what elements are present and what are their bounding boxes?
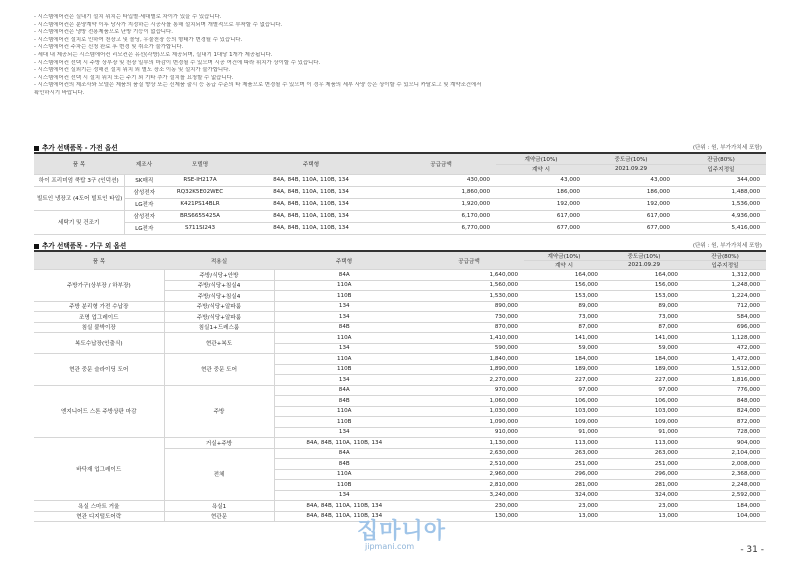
- table-row: [34, 322, 766, 333]
- cell-middle: 192,000: [586, 198, 676, 210]
- cell-balance: 1,312,000: [684, 270, 766, 281]
- col-model: 모델명: [164, 153, 236, 174]
- cell-supply: 2,960,000: [414, 469, 524, 480]
- cell-type: 110B: [274, 291, 414, 302]
- watermark-text: 집마니아: [357, 519, 447, 544]
- cell-desc: 주방/식당+침실4: [164, 291, 274, 302]
- cell-type: 84A: [274, 448, 414, 459]
- cell-item: 하이 프리미엄 쿡탑 3구 (인덕션): [34, 174, 124, 186]
- cell-balance: 184,000: [684, 501, 766, 512]
- cell-supply: 230,000: [414, 501, 524, 512]
- cell-model: BRS6655425A: [164, 210, 236, 222]
- cell-type: 134: [274, 427, 414, 438]
- col-supply: 공급금액: [414, 251, 524, 270]
- cell-contract: 281,000: [524, 480, 604, 491]
- watermark-url: jipmani.com: [365, 542, 415, 551]
- cell-model: K421PS14BLR: [164, 198, 236, 210]
- cell-balance: 1,472,000: [684, 354, 766, 365]
- cell-middle: 87,000: [604, 322, 684, 333]
- table-row: [34, 501, 766, 512]
- cell-contract: 164,000: [524, 270, 604, 281]
- cell-contract: 617,000: [496, 210, 586, 222]
- note-line: - 시스템에어컨은 분양계약 이후 당사가 지정하는 시공사를 통해 설치되며 개별적으로 부착할 수 없습니다.: [34, 21, 283, 28]
- cell-contract: 141,000: [524, 333, 604, 344]
- cell-type: 84A, 84B, 110A, 110B, 134: [236, 222, 386, 234]
- cell-supply: 1,560,000: [414, 280, 524, 291]
- cell-desc: 주방/식당+알파룸: [164, 301, 274, 312]
- cell-type: 110B: [274, 364, 414, 375]
- table-row: [34, 210, 766, 222]
- cell-supply: 1,840,000: [414, 354, 524, 365]
- note-line: - 시스템에어컨 주차는 신청 완료 후 변경 및 취소가 불가합니다.: [34, 44, 184, 51]
- cell-contract: 263,000: [524, 448, 604, 459]
- cell-desc: 현관+복도: [164, 333, 274, 354]
- cell-type: 84A, 84B, 110A, 110B, 134: [236, 174, 386, 186]
- note-line: - 시스템에어컨 선택 시 주방 상부장 및 천장 일부의 마감이 변경될 수 있으며 시공 여건에 따라 위치가 상이할 수 있습니다.: [34, 59, 321, 66]
- cell-supply: 1,530,000: [414, 291, 524, 302]
- cell-middle: 156,000: [604, 280, 684, 291]
- cell-supply: 1,860,000: [386, 186, 496, 198]
- cell-contract: 103,000: [524, 406, 604, 417]
- cell-desc: 거실+주방: [164, 438, 274, 449]
- notes-block: [34, 14, 769, 98]
- cell-middle: 13,000: [604, 511, 684, 522]
- col-middle: 중도금(10%): [586, 153, 676, 164]
- cell-supply: 2,270,000: [414, 375, 524, 386]
- col-item: 품 목: [34, 251, 164, 270]
- col-supply: 공급금액: [386, 153, 496, 174]
- cell-desc: 주방/식당+안방: [164, 270, 274, 281]
- watermark-logo: [357, 512, 447, 558]
- cell-supply: 1,640,000: [414, 270, 524, 281]
- cell-type: 84A, 84B, 110A, 110B, 134: [236, 210, 386, 222]
- col-desc: 적용실: [164, 251, 274, 270]
- cell-supply: 2,630,000: [414, 448, 524, 459]
- cell-desc: 주방: [164, 385, 274, 438]
- cell-middle: 91,000: [604, 427, 684, 438]
- cell-type: 110A: [274, 469, 414, 480]
- cell-contract: 153,000: [524, 291, 604, 302]
- cell-supply: 430,000: [386, 174, 496, 186]
- cell-item: 현관 디지털도어락: [34, 511, 164, 522]
- col-middle-when: 2021.09.29: [604, 261, 684, 270]
- cell-balance: 824,000: [684, 406, 766, 417]
- cell-balance: 104,000: [684, 511, 766, 522]
- cell-type: 84A, 84B, 110A, 110B, 134: [236, 186, 386, 198]
- cell-middle: 227,000: [604, 375, 684, 386]
- cell-contract: 59,000: [524, 343, 604, 354]
- cell-middle: 141,000: [604, 333, 684, 344]
- cell-middle: 59,000: [604, 343, 684, 354]
- cell-type: 110A: [274, 333, 414, 344]
- cell-supply: 6,170,000: [386, 210, 496, 222]
- cell-middle: 677,000: [586, 222, 676, 234]
- table-row: [34, 270, 766, 281]
- section2-unit: (단위 : 원, 부가가치세 포함): [692, 243, 762, 249]
- cell-balance: 584,000: [684, 312, 766, 323]
- note-line: - 시스템에어컨은 냉방 전용제품으로 난방 기능이 없습니다.: [34, 29, 173, 36]
- cell-maker: 삼성전자: [124, 210, 164, 222]
- cell-middle: 281,000: [604, 480, 684, 491]
- cell-middle: 189,000: [604, 364, 684, 375]
- cell-balance: 2,368,000: [684, 469, 766, 480]
- cell-contract: 156,000: [524, 280, 604, 291]
- cell-item: 조명 업그레이드: [34, 312, 164, 323]
- section-bullet-icon: [34, 244, 39, 249]
- col-balance-when: 입주지정일: [684, 261, 766, 270]
- page-number: - 31 -: [740, 545, 764, 555]
- col-balance: 잔금(80%): [684, 251, 766, 261]
- cell-item: 바닥재 업그레이드: [34, 438, 164, 501]
- col-item: 품 목: [34, 153, 124, 174]
- cell-type: 84A: [274, 385, 414, 396]
- col-middle: 중도금(10%): [604, 251, 684, 261]
- cell-desc: 현관문: [164, 511, 274, 522]
- cell-middle: 324,000: [604, 490, 684, 501]
- cell-contract: 227,000: [524, 375, 604, 386]
- cell-type: 134: [274, 375, 414, 386]
- cell-middle: 617,000: [586, 210, 676, 222]
- col-maker: 제조사: [124, 153, 164, 174]
- cell-contract: 189,000: [524, 364, 604, 375]
- cell-middle: 186,000: [586, 186, 676, 198]
- cell-type: 84A, 84B, 110A, 110B, 134: [274, 501, 414, 512]
- col-type: 주택형: [236, 153, 386, 174]
- col-contract: 계약금(10%): [524, 251, 604, 261]
- note-line: - 시스템에어컨은 실내기 설치 위치는 타입별·세대별로 차이가 있을 수 있습니다.: [34, 14, 222, 20]
- cell-type: 84B: [274, 322, 414, 333]
- cell-contract: 251,000: [524, 459, 604, 470]
- cell-middle: 184,000: [604, 354, 684, 365]
- note-line: - 시스템에어컨 선택 시 설치 위치 또는 주기 외 기타 추가 설치를 요청할 수 없습니다.: [34, 74, 234, 81]
- cell-supply: 970,000: [414, 385, 524, 396]
- cell-contract: 87,000: [524, 322, 604, 333]
- table-row: [34, 385, 766, 396]
- section2-table: [34, 250, 766, 522]
- col-balance-when: 입주지정일: [676, 164, 766, 174]
- cell-middle: 153,000: [604, 291, 684, 302]
- cell-type: 84A, 84B, 110A, 110B, 134: [236, 198, 386, 210]
- table-row: [34, 186, 766, 198]
- cell-type: 84A, 84B, 110A, 110B, 134: [274, 511, 414, 522]
- col-contract: 계약금(10%): [496, 153, 586, 164]
- cell-balance: 2,592,000: [684, 490, 766, 501]
- cell-contract: 97,000: [524, 385, 604, 396]
- cell-supply: 730,000: [414, 312, 524, 323]
- cell-contract: 91,000: [524, 427, 604, 438]
- cell-item: 복도수납장(인출식): [34, 333, 164, 354]
- cell-contract: 184,000: [524, 354, 604, 365]
- cell-maker: LG전자: [124, 222, 164, 234]
- cell-type: 134: [274, 490, 414, 501]
- cell-middle: 113,000: [604, 438, 684, 449]
- cell-supply: 1,060,000: [414, 396, 524, 407]
- col-contract-when: 계약 시: [496, 164, 586, 174]
- cell-desc: 현관 중문 도어: [164, 354, 274, 386]
- cell-model: RQ32K5E02WEC: [164, 186, 236, 198]
- cell-balance: 1,816,000: [684, 375, 766, 386]
- cell-item: 주방가구(상부장 / 하부장): [34, 270, 164, 302]
- cell-middle: 23,000: [604, 501, 684, 512]
- cell-item: 엔지니어드 스톤 주방상판 마감: [34, 385, 164, 438]
- cell-desc: 주방/식당+알파룸: [164, 312, 274, 323]
- cell-balance: 712,000: [684, 301, 766, 312]
- cell-balance: 696,000: [684, 322, 766, 333]
- cell-supply: 2,510,000: [414, 459, 524, 470]
- cell-contract: 113,000: [524, 438, 604, 449]
- cell-maker: LG전자: [124, 198, 164, 210]
- table-row: [34, 312, 766, 323]
- section1-table: [34, 152, 766, 235]
- cell-middle: 263,000: [604, 448, 684, 459]
- cell-model: S711SI243: [164, 222, 236, 234]
- cell-balance: 5,416,000: [676, 222, 766, 234]
- cell-supply: 870,000: [414, 322, 524, 333]
- cell-middle: 89,000: [604, 301, 684, 312]
- cell-type: 110B: [274, 480, 414, 491]
- col-balance: 잔금(80%): [676, 153, 766, 164]
- table-row: [34, 354, 766, 365]
- cell-supply: 590,000: [414, 343, 524, 354]
- cell-contract: 109,000: [524, 417, 604, 428]
- cell-middle: 251,000: [604, 459, 684, 470]
- note-line: - 세대 내 제공되는 시스템에어컨 리모컨은 유선(각방)으로 제공되며, 실내기 1대당 1개가 제공됩니다.: [34, 51, 273, 58]
- cell-balance: 2,248,000: [684, 480, 766, 491]
- table-row: [34, 222, 766, 234]
- cell-type: 134: [274, 343, 414, 354]
- cell-contract: 324,000: [524, 490, 604, 501]
- note-line: - 시스템에어컨 실외기는 정해진 설치 위치 외 별도 장소 이동 및 설치가 불가합니다.: [34, 67, 231, 74]
- cell-supply: 890,000: [414, 301, 524, 312]
- cell-middle: 164,000: [604, 270, 684, 281]
- cell-supply: 1,130,000: [414, 438, 524, 449]
- cell-supply: 1,090,000: [414, 417, 524, 428]
- cell-type: 110A: [274, 354, 414, 365]
- cell-balance: 1,488,000: [676, 186, 766, 198]
- cell-supply: 1,920,000: [386, 198, 496, 210]
- cell-contract: 73,000: [524, 312, 604, 323]
- cell-balance: 2,104,000: [684, 448, 766, 459]
- cell-desc: 침실1+드레스룸: [164, 322, 274, 333]
- cell-contract: 23,000: [524, 501, 604, 512]
- note-line: - 시스템에어컨 설치로 인하여 천장고 및 몰딩, 우물천장 등의 형태가 변경될 수 있습니다.: [34, 36, 243, 43]
- cell-middle: 103,000: [604, 406, 684, 417]
- cell-item: 침실 붙박이장: [34, 322, 164, 333]
- table-row: [34, 333, 766, 344]
- col-contract-when: 계약 시: [524, 261, 604, 270]
- cell-supply: 3,240,000: [414, 490, 524, 501]
- cell-model: RSE-IH217A: [164, 174, 236, 186]
- cell-desc: 욕실1: [164, 501, 274, 512]
- cell-middle: 296,000: [604, 469, 684, 480]
- cell-supply: 2,810,000: [414, 480, 524, 491]
- cell-type: 134: [274, 312, 414, 323]
- cell-balance: 344,000: [676, 174, 766, 186]
- cell-type: 84A, 84B, 110A, 110B, 134: [274, 438, 414, 449]
- cell-supply: 1,890,000: [414, 364, 524, 375]
- cell-item: 욕실 스마트 거울: [34, 501, 164, 512]
- cell-supply: 130,000: [414, 511, 524, 522]
- cell-contract: 186,000: [496, 186, 586, 198]
- table-row: [34, 438, 766, 449]
- cell-type: 134: [274, 301, 414, 312]
- col-type: 주택형: [274, 251, 414, 270]
- cell-balance: 1,224,000: [684, 291, 766, 302]
- cell-contract: 89,000: [524, 301, 604, 312]
- cell-type: 84B: [274, 459, 414, 470]
- cell-type: 110A: [274, 406, 414, 417]
- cell-balance: 1,248,000: [684, 280, 766, 291]
- cell-contract: 13,000: [524, 511, 604, 522]
- cell-balance: 1,512,000: [684, 364, 766, 375]
- cell-supply: 1,030,000: [414, 406, 524, 417]
- cell-type: 110B: [274, 417, 414, 428]
- table-row: [34, 198, 766, 210]
- cell-balance: 1,128,000: [684, 333, 766, 344]
- cell-balance: 4,936,000: [676, 210, 766, 222]
- note-line: 확인하시기 바랍니다.: [34, 89, 85, 96]
- cell-maker: SK매직: [124, 174, 164, 186]
- cell-maker: 삼성전자: [124, 186, 164, 198]
- cell-desc: 전체: [164, 448, 274, 501]
- cell-middle: 43,000: [586, 174, 676, 186]
- cell-contract: 106,000: [524, 396, 604, 407]
- cell-item: 세탁기 및 건조기: [34, 210, 124, 234]
- cell-supply: 910,000: [414, 427, 524, 438]
- cell-balance: 728,000: [684, 427, 766, 438]
- cell-type: 110A: [274, 280, 414, 291]
- cell-balance: 2,008,000: [684, 459, 766, 470]
- note-line: - 시스템에어컨의 제조사와 모델은 제품의 품질 향상 또는 신제품 출시 등 동급 수준의 타 제품으로 변경될 수 있으며 이 경우 제품의 세부 사양 등은 상이할 수 있으니 카탈로그 및 계약조건에서: [34, 82, 482, 89]
- section2-title: 추가 선택품목 - 가구 외 옵션: [34, 240, 126, 250]
- cell-contract: 296,000: [524, 469, 604, 480]
- cell-middle: 109,000: [604, 417, 684, 428]
- cell-middle: 73,000: [604, 312, 684, 323]
- cell-balance: 872,000: [684, 417, 766, 428]
- cell-contract: 677,000: [496, 222, 586, 234]
- cell-balance: 776,000: [684, 385, 766, 396]
- cell-type: 84A: [274, 270, 414, 281]
- cell-middle: 97,000: [604, 385, 684, 396]
- cell-supply: 1,410,000: [414, 333, 524, 344]
- table-row: [34, 174, 766, 186]
- section-bullet-icon: [34, 146, 39, 151]
- cell-balance: 848,000: [684, 396, 766, 407]
- section1-unit: (단위 : 원, 부가가치세 포함): [692, 145, 762, 151]
- cell-contract: 192,000: [496, 198, 586, 210]
- cell-item: 빌트인 냉장고 (4도어 빌트인 타입): [34, 186, 124, 210]
- cell-type: 84B: [274, 396, 414, 407]
- cell-balance: 472,000: [684, 343, 766, 354]
- col-middle-when: 2021.09.29: [586, 164, 676, 174]
- cell-item: 현관 중문 슬라이딩 도어: [34, 354, 164, 386]
- cell-contract: 43,000: [496, 174, 586, 186]
- table-row: [34, 301, 766, 312]
- cell-supply: 6,770,000: [386, 222, 496, 234]
- cell-balance: 904,000: [684, 438, 766, 449]
- section1-title: 추가 선택품목 - 가전 옵션: [34, 142, 118, 152]
- cell-item: 주방 분리형 가전 수납장: [34, 301, 164, 312]
- cell-middle: 106,000: [604, 396, 684, 407]
- cell-balance: 1,536,000: [676, 198, 766, 210]
- cell-desc: 주방/식당+침실4: [164, 280, 274, 291]
